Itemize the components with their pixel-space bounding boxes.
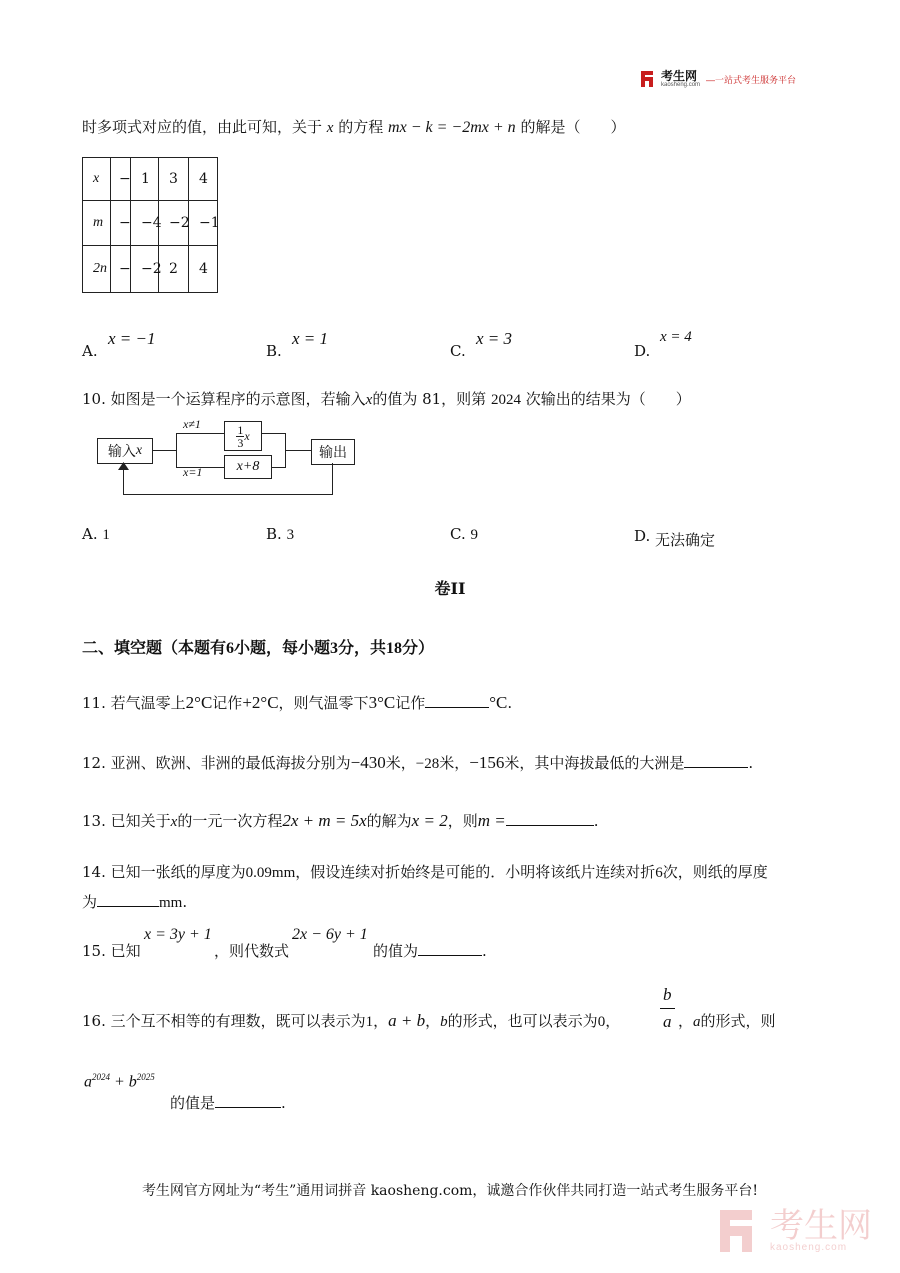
q10-option-a: A. 1 <box>82 525 110 543</box>
q16-line2: 的值是 . <box>170 1094 286 1112</box>
q15-mid: ，则代数式 <box>214 942 290 960</box>
table-cell: m <box>83 201 111 246</box>
table-cell: − <box>111 201 131 246</box>
q9-option-b: B. <box>266 342 282 360</box>
footer-text: 考生网官方网址为“考生”通用词拼音 kaosheng.com，诚邀合作伙伴共同打造一站式考生服务平台! <box>141 1183 759 1199</box>
q10-option-b: B. 3 <box>266 525 295 543</box>
branch-line <box>176 433 224 434</box>
condition-bottom-label: x=1 <box>183 465 203 479</box>
q15-prefix: 15. 已知 <box>82 942 141 960</box>
condition-top-label: x≠1 <box>183 417 201 431</box>
table-cell: −1 <box>189 201 218 246</box>
logo-name: 考生网 <box>661 69 698 83</box>
q10-option-d: D. 无法确定 <box>634 527 716 549</box>
branch-line <box>176 433 177 468</box>
watermark-logo-icon <box>718 1208 764 1254</box>
answer-blank <box>425 693 489 708</box>
logo-domain: kaosheng.com <box>661 82 701 88</box>
table-row <box>83 246 218 293</box>
table-cell: 2 <box>159 246 189 293</box>
section-heading: 二、填空题（本题有6小题，每小题3分，共18分） <box>82 638 435 657</box>
input-box: 输入 x <box>97 438 153 464</box>
answer-blank <box>684 753 748 768</box>
answer-blank <box>506 811 594 826</box>
q9-equation: mx − k = −2mx + n <box>388 119 516 136</box>
q9-option-a: A. <box>82 342 98 360</box>
answer-blank <box>97 892 159 907</box>
table-cell: 1 <box>131 158 159 201</box>
loop-line <box>123 494 333 495</box>
table-cell: 4 <box>189 246 218 293</box>
q9-option-a-text: x = −1 <box>108 329 156 348</box>
branch-line <box>271 467 285 468</box>
table-row <box>83 158 218 201</box>
q14: 14. 已知一张纸的厚度为0.09mm，假设连续对折始终是可能的．小明将该纸片连续对折6次，则纸的厚度 为 mm. <box>82 863 768 911</box>
header-slogan: —一站式考生服务平台 <box>706 74 797 85</box>
q9-option-c: C. <box>450 342 466 360</box>
q11: 11. 若气温零上2°C记作+2°C，则气温零下3°C记作 °C. <box>82 693 513 712</box>
q16-fraction: b a <box>660 985 675 1033</box>
q9-option-c-text: x = 3 <box>476 329 513 348</box>
q9-option-d: D. <box>634 342 651 360</box>
branch-line <box>261 433 285 434</box>
answer-blank <box>215 1093 281 1108</box>
q16-power-expression: $a^{2024} + b^{2025}$ <box>84 1072 155 1091</box>
table-cell: −2 <box>159 201 189 246</box>
q15-tail: 的值为 . <box>373 942 487 960</box>
q15-expression: 2x − 6y + 1 <box>292 926 368 943</box>
q15-given: x = 3y + 1 <box>144 926 212 943</box>
q9-stem: 时多项式对应的值，由此可知，关于 x 的方程 mx − k = −2mx + n 的解是（ ） <box>82 118 626 136</box>
connector-line <box>285 450 311 451</box>
kaosheng-logo-icon <box>640 70 658 88</box>
q10-option-c: C. 9 <box>450 525 478 543</box>
q9-option-d-text: x = 4 <box>660 329 692 345</box>
output-box: 输出 <box>311 439 355 465</box>
divide-by-three-box: $\frac{1}{3}$ x <box>224 421 262 451</box>
table-cell: −2 <box>131 246 159 293</box>
q10-stem: 10. 如图是一个运算程序的示意图，若输入x的值为 81，则第 2024 次输出的结果为（ ） <box>82 390 691 408</box>
header-logo <box>640 70 796 88</box>
table-cell: x <box>83 158 111 201</box>
loop-line <box>332 463 333 495</box>
table-cell: 4 <box>189 158 218 201</box>
footer-watermark: 考生网 kaosheng.com <box>718 1208 872 1254</box>
q10-flow-diagram <box>95 415 357 497</box>
q16-line1-tail: ，a的形式，则 <box>678 1012 776 1030</box>
add-eight-box: x+8 <box>224 455 272 479</box>
q9-value-table <box>82 157 218 293</box>
table-row <box>83 201 218 246</box>
table-cell: − <box>111 246 131 293</box>
table-cell: 2n <box>83 246 111 293</box>
q13: 13. 已知关于x的一元一次方程2x + m = 5x的解为x = 2，则m = . <box>82 811 599 830</box>
q16-line1: 16. 三个互不相等的有理数，既可以表示为1，a + b，b的形式，也可以表示为0， <box>82 1011 621 1030</box>
answer-blank <box>418 941 482 956</box>
table-cell: −4 <box>131 201 159 246</box>
table-cell: − <box>111 158 131 201</box>
volume-title: 卷II <box>434 579 466 598</box>
q9-option-b-text: x = 1 <box>292 329 329 348</box>
q12: 12. 亚洲、欧洲、非洲的最低海拔分别为−430米，−28米，−156米，其中海拔最低的大洲是 . <box>82 753 754 772</box>
connector-line <box>152 450 176 451</box>
table-cell: 3 <box>159 158 189 201</box>
arrow-up-icon <box>118 462 129 470</box>
